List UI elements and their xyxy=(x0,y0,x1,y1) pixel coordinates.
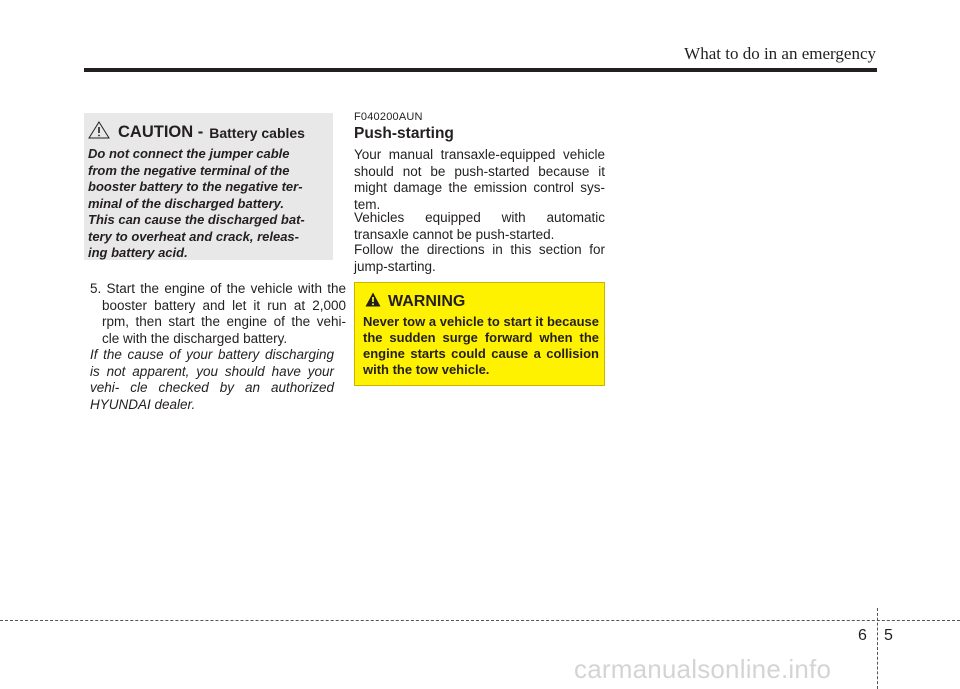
page-divider xyxy=(877,608,878,689)
paragraph: Vehicles equipped with automatic transaxle cannot be push-started. xyxy=(354,210,605,242)
header-rule xyxy=(84,68,877,72)
paragraph: Follow the directions in this section for jump-starting. xyxy=(354,242,605,274)
caution-label: CAUTION - xyxy=(118,123,204,141)
paragraph: Your manual transaxle-equipped vehicle should not be push-started because it might damage the emission control sys- tem. xyxy=(354,147,605,212)
warning-text: Never tow a vehicle to start it because the sudden surge forward when the engine starts could cause a collision with the tow vehicle. xyxy=(363,314,599,377)
caution-line: Do not connect the jumper cable xyxy=(88,146,290,161)
caution-line: minal of the discharged battery. xyxy=(88,195,285,211)
warning-heading xyxy=(365,292,465,312)
section-code: F040200AUN xyxy=(354,111,423,123)
chapter-number: 6 xyxy=(858,627,867,644)
caution-text xyxy=(88,146,328,262)
warning-label: WARNING xyxy=(388,293,466,310)
page-number: 5 xyxy=(884,627,893,644)
step-5-text: 5. Start the engine of the vehicle with the booster battery and let it run at 2,000 rpm, then start the engine of the vehi- cle with the discharged battery. xyxy=(90,281,346,346)
caution-triangle-icon xyxy=(88,121,118,144)
section-title: Push-starting xyxy=(354,125,454,142)
caution-line: This can cause the discharged bat- xyxy=(88,212,305,227)
warning-triangle-icon xyxy=(365,292,388,312)
watermark: carmanualsonline.info xyxy=(574,654,832,684)
caution-line: tery to overheat and crack, releas- xyxy=(88,228,299,244)
caution-line: ing battery acid. xyxy=(88,245,188,260)
caution-subject: Battery cables xyxy=(209,124,305,141)
footer-rule xyxy=(0,620,960,621)
caution-box xyxy=(84,113,333,260)
warning-box xyxy=(354,282,605,386)
caution-line: from the negative terminal of the xyxy=(88,162,290,178)
battery-note: If the cause of your battery discharging is not apparent, you should have your vehi- cle checked by an authorized HYUNDAI dealer. xyxy=(90,347,334,412)
caution-heading xyxy=(88,121,305,144)
caution-line: booster battery to the negative ter- xyxy=(88,179,303,194)
header-title: What to do in an emergency xyxy=(684,44,876,63)
